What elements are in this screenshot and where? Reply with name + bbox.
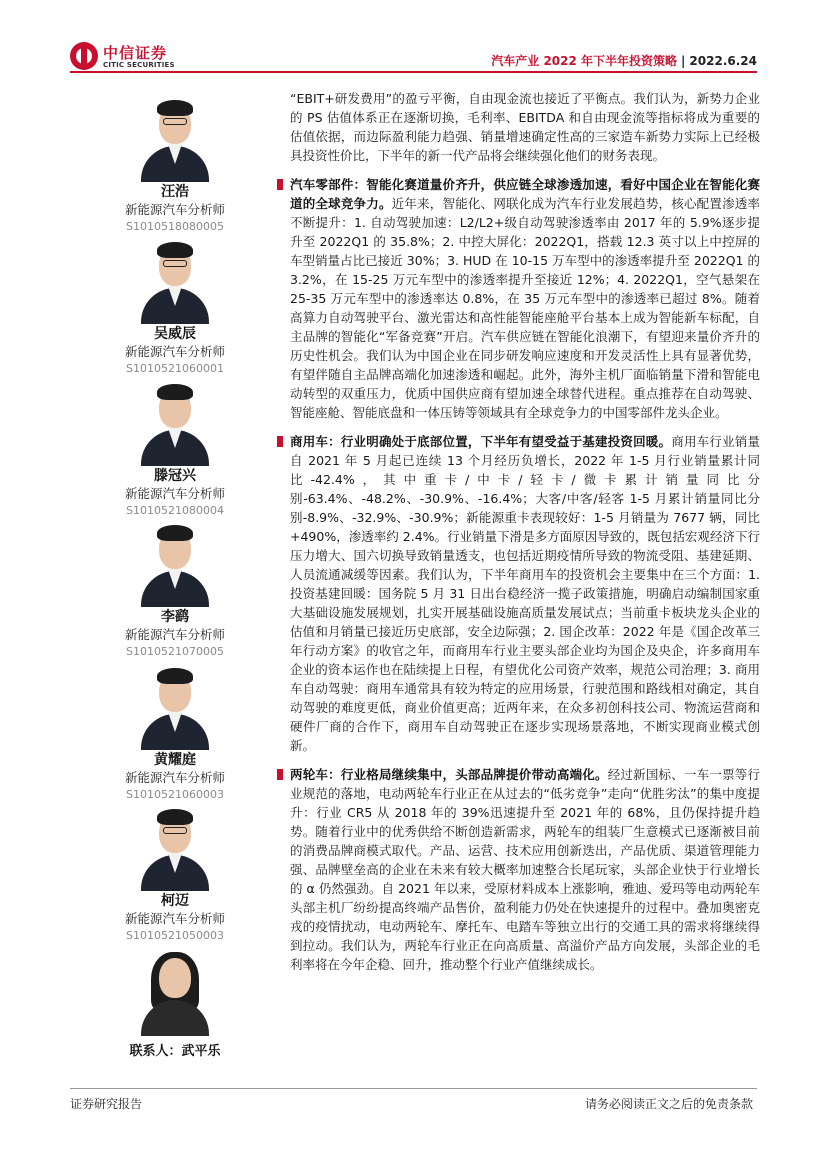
section-text: 商用车行业销量自 2021 年 5 月起已连续 13 个月经历负增长，2022 年 1-5 月行业销量累计同比-42.4%，其中重卡/中卡/轻卡/微卡累计销量同比分别-63.4%、-48.2%、-30.9%、-16.4%；大客/中客/轻客 1-5 月累计销量同比分别-8.9%、-32.9%、-30.9%；新能源重卡表现较好：1-5 月销量为 7677 辆，同比+490%，渗透率约 2.4%。行业销量下滑是多方面原因导致的，既包括宏观经济下行压力增大、国六切换导致销量透支，也包括近期疫情所导致的物流受阻、基建延期、人员流通减缓等因素。我们认为，下半年商用车的投资机会主要集中在三个方面：1. 投资基建回暖：国务院 5 月 31 日出台稳经济一揽子政策措施，明确启动编制国家重大基础设施发展规划，扎实开展基础设施高质量发展试点；当前重卡板块龙头企业的估值和月销量已接近历史底部，安全边际强；2. 国企改革：2022 年是《国企改革三年行动方案》的收官之年，而商用车行业主要头部企业均为国企及央企，许多商用车企业的资本运作也在陆续提上日程，有望优化公司资产效率，规范公司治理；3. 商用车自动驾驶：商用车通常具有较为特定的应用场景，行驶范围和路线相对确定，其自动驾驶的难度更低，商业价值更高；近两年来，在众多初创科技公司、物流运营商和硬件厂商的合作下，商用车自动驾驶正在逐步实现场景落地，不断实现商业模式创新。 bbox=[290, 434, 760, 753]
citic-logo-icon bbox=[70, 42, 98, 70]
footer-divider bbox=[70, 1088, 757, 1089]
analyst-card bbox=[105, 96, 245, 235]
analyst-role: 新能源汽车分析师 bbox=[124, 202, 225, 217]
analyst-name: 滕冠兴 bbox=[154, 468, 196, 484]
analyst-role: 新能源汽车分析师 bbox=[124, 770, 225, 785]
report-date: 2022.6.24 bbox=[689, 54, 757, 68]
section-text: 经过新国标、一车一票等行业规范的落地，电动两轮车行业正在从过去的“低劣竞争”走向“优胜劣汰”的集中度提升：行业 CR5 从 2018 年的 39%迅速提升至 2021 年的 68%，且仍保持提升趋势。随着行业中的优秀供给不断创造新需求，两轮车的组装厂生意模式已逐渐被目前的消费品牌商模式取代。产品、运营、技术应用创新迭出，产品优质、渠道管理能力强、品牌壁垒高的企业在未来有较大概率加速整合长尾玩家，头部企业快于行业增长的 α 仍然强劲。自 2021 年以来，受原材料成本上涨影响，雅迪、爱玛等电动两轮车头部主机厂纷纷提高终端产品售价，盈利能力仍处在快速提升的过程中。叠加奥密克戎的疫情扰动，电动两轮车、摩托车、电踏车等独立出行的交通工具的需求将继续得到拉动。我们认为，两轮车行业正在向高质量、高溢价产品方向发展，头部企业的毛利率将在今年企稳、回升，推动整个行业产值继续成长。 bbox=[290, 767, 760, 972]
analyst-card bbox=[105, 805, 245, 944]
footer-disclaimer: 请务必阅读正文之后的免责条款 bbox=[584, 1097, 753, 1111]
analyst-name: 柯迈 bbox=[161, 893, 189, 909]
contact-photo bbox=[137, 950, 213, 1036]
section-two-wheelers bbox=[278, 765, 760, 974]
analyst-cert: S1010521050003 bbox=[126, 929, 224, 942]
report-title: 汽车产业 2022 年下半年投资策略 bbox=[491, 54, 678, 68]
analyst-name: 吴威辰 bbox=[154, 326, 196, 342]
report-header bbox=[491, 52, 757, 69]
analyst-role: 新能源汽车分析师 bbox=[124, 911, 225, 926]
analyst-photo bbox=[137, 521, 213, 607]
intro-paragraph: “EBIT+研发费用”的盈亏平衡，自由现金流也接近了平衡点。我们认为，新势力企业的 PS 估值体系正在逐渐切换，毛利率、EBITDA 和自由现金流等指标将成为重要的估值依据，而边际盈利能力趋强、销量增速确定性高的三家造车新势力实际上已经极具投资性价比，下半年的新一代产品将会继续强化他们的财务表现。 bbox=[290, 91, 760, 163]
report-body bbox=[290, 89, 760, 984]
analyst-photo bbox=[137, 664, 213, 750]
section-commercial-vehicles bbox=[278, 432, 760, 755]
section-text: 近年来，智能化、网联化成为汽车行业发展趋势，核心配置渗透率不断提升：1. 自动驾驶加速：L2/L2+级自动驾驶渗透率由 2017 年的 5.9%逐步提升至 2022Q1 的 35.8%；2. 中控大屏化：2022Q1，搭载 12.3 英寸以上中控屏的车型销量占比已接近 30%；3. HUD 在 10-15 万车型中的渗透率提升至 2022Q1 的 3.2%，在 15-25 万元车型中的渗透率提升至接近 12%；4. 2022Q1，空气悬架在 25-35 万元车型中的渗透率达 0.8%，在 35 万元车型中的渗透率已超过 8%。随着高算力自动驾驶平台、激光雷达和高性能智能座舱平台基本上成为智能新车标配，自主品牌的智能化“军备竞赛”开启。汽车供应链在智能化浪潮下，有望迎来量价齐升的历史性机会。我们认为中国企业在同步研发响应速度和开发灵活性上具有显著优势，有望伴随自主品牌高端化加速渗透和崛起。此外，海外主机厂面临销量下滑和智能电动转型的双重压力，优质中国供应商有望加速全球替代进程。重点推荐在自动驾驶、智能座舱、智能底盘和一体压铸等领域具有全球竞争力的中国零部件龙头企业。 bbox=[290, 196, 760, 420]
analyst-name: 李鹞 bbox=[161, 609, 189, 625]
contact-card bbox=[105, 950, 245, 1059]
analyst-cert: S1010521060001 bbox=[126, 362, 224, 375]
analyst-card bbox=[105, 238, 245, 377]
analyst-card bbox=[105, 380, 245, 519]
section-heading: 汽车零部件：智能化赛道量价齐升，供应链全球渗透加速，看好中国企业在智能化赛道的全球竞争力。 bbox=[290, 177, 760, 211]
analyst-photo bbox=[137, 380, 213, 466]
analyst-cert: S1010521060003 bbox=[126, 788, 224, 801]
brand-en: CITIC SECURITIES bbox=[103, 61, 175, 69]
analyst-name: 黄耀庭 bbox=[154, 752, 196, 768]
analyst-photo bbox=[137, 238, 213, 324]
section-heading: 两轮车：行业格局继续集中，头部品牌提价带动高端化。 bbox=[290, 767, 608, 782]
analyst-card bbox=[105, 521, 245, 660]
header-divider bbox=[70, 71, 757, 73]
brand-cn: 中信证券 bbox=[103, 44, 168, 62]
analyst-cert: S1010518080005 bbox=[126, 220, 224, 233]
footer-report-type: 证券研究报告 bbox=[70, 1097, 143, 1111]
section-auto-parts bbox=[278, 175, 760, 422]
analyst-cert: S1010521070005 bbox=[126, 645, 224, 658]
section-marker-icon bbox=[277, 436, 283, 447]
section-heading: 商用车：行业明确处于底部位置，下半年有望受益于基建投资回暖。 bbox=[290, 434, 672, 449]
analyst-card bbox=[105, 664, 245, 803]
section-marker-icon bbox=[277, 179, 283, 190]
analyst-photo bbox=[137, 96, 213, 182]
analyst-role: 新能源汽车分析师 bbox=[124, 344, 225, 359]
analyst-role: 新能源汽车分析师 bbox=[124, 486, 225, 501]
analyst-photo bbox=[137, 805, 213, 891]
citic-logo bbox=[70, 42, 188, 72]
header-separator: | bbox=[681, 54, 686, 68]
analyst-cert: S1010521080004 bbox=[126, 504, 224, 517]
analyst-role: 新能源汽车分析师 bbox=[124, 627, 225, 642]
contact-person: 联系人：武平乐 bbox=[129, 1044, 221, 1059]
section-marker-icon bbox=[277, 769, 283, 780]
analyst-name: 汪浩 bbox=[161, 184, 189, 200]
